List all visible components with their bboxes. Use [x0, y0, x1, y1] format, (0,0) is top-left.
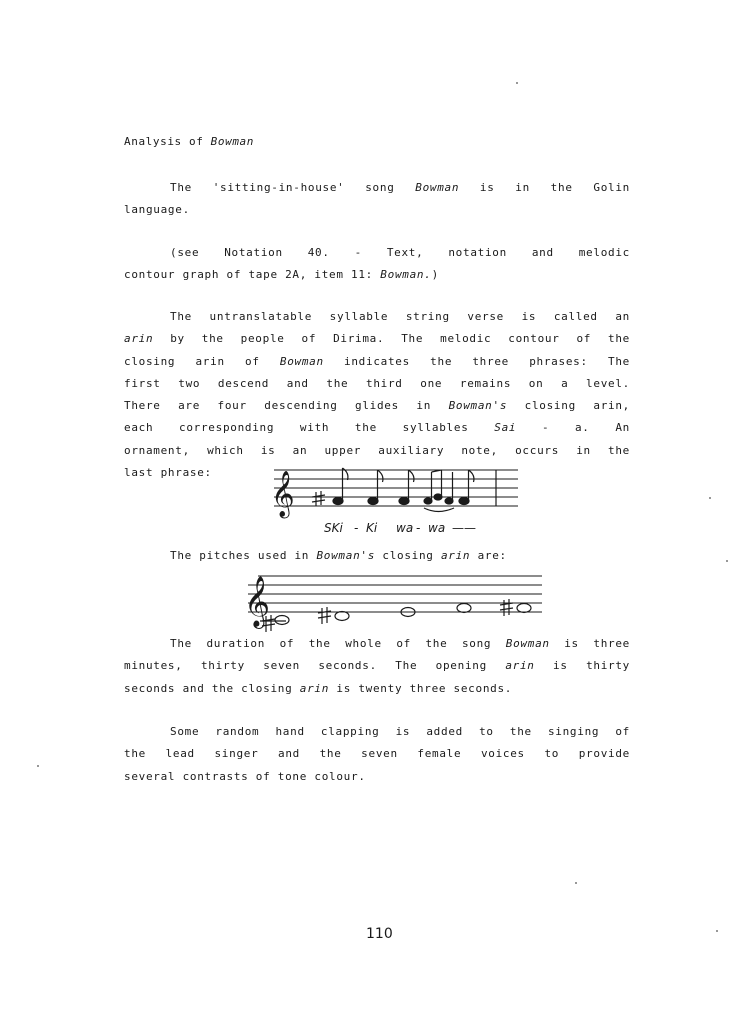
- p1-line-1: The 'sitting-in-house' song Bowman is in the Golin: [170, 181, 630, 194]
- paragraph-1: [124, 177, 630, 222]
- scan-speck: [516, 82, 518, 84]
- p3-line-3: closing arin of Bowman indicates the three phrases: The: [124, 354, 630, 368]
- p6-line-1: Some random hand clapping is added to the singing of: [170, 725, 630, 738]
- p6-line-2: the lead singer and the seven female voices to provide: [124, 747, 630, 761]
- paragraph-6: [124, 721, 630, 788]
- p3-line-6: each corresponding with the syllables Sai - a. An: [124, 421, 630, 435]
- lyric-syllable: ——: [452, 521, 476, 535]
- p5-line-3: seconds and the closing arin is twenty three seconds.: [124, 681, 513, 695]
- note-group-1: [333, 468, 496, 512]
- sharp-sign-1: [312, 491, 325, 506]
- music-example-pitches: [242, 562, 548, 640]
- treble-clef-icon: 𝄞: [244, 576, 271, 627]
- p5-line-2: minutes, thirty seven seconds. The opening arin is thirty: [124, 659, 630, 673]
- p4-line-1: The pitches used in Bowman's closing arin are:: [170, 549, 507, 562]
- scan-speck: [709, 497, 711, 499]
- lyric-syllable: Ki: [366, 521, 378, 535]
- paragraph-3: [124, 306, 630, 484]
- p3-line-4: first two descend and the third one remains on a level.: [124, 376, 630, 390]
- p2-line-2: contour graph of tape 2A, item 11: Bowman.): [124, 268, 439, 282]
- heading-prefix: Analysis of: [124, 135, 211, 148]
- treble-clef-icon: 𝄞: [271, 471, 295, 517]
- heading-title: Bowman: [210, 135, 255, 148]
- p6-line-3: several contrasts of tone colour.: [124, 769, 366, 783]
- scan-speck: [37, 765, 39, 767]
- scan-speck: [716, 930, 718, 932]
- p2-line-1: (see Notation 40. - Text, notation and melodic: [170, 246, 630, 259]
- p5-line-1: The duration of the whole of the song Bowman is three: [170, 637, 630, 650]
- staff-lines-1: [274, 470, 518, 506]
- p3-line-2: arin by the people of Dirima. The melodic contour of the: [124, 332, 630, 346]
- section-heading: [124, 135, 254, 148]
- p3-line-1: The untranslatable syllable string verse is called an: [170, 310, 630, 323]
- scan-speck: [575, 882, 577, 884]
- lyric-syllable: wa: [428, 521, 446, 535]
- p3-line-5: There are four descending glides in Bowman's closing arin,: [124, 399, 630, 413]
- p3-line-8: last phrase:: [124, 466, 212, 480]
- staff-lines-2: [248, 576, 542, 612]
- lyric-syllable: SKi: [324, 521, 343, 535]
- p1-line-2: language.: [124, 203, 190, 217]
- lyric-syllable: -: [416, 521, 421, 535]
- lyric-syllable: wa: [396, 521, 414, 535]
- paragraph-5: [124, 633, 630, 700]
- lyric-syllable: -: [354, 521, 359, 535]
- paragraph-2: [124, 242, 630, 287]
- pitch-notes: [260, 599, 531, 632]
- page-number: 110: [366, 926, 393, 942]
- scan-speck: [726, 560, 728, 562]
- p3-line-7: ornament, which is an upper auxiliary note, occurs in the: [124, 443, 630, 457]
- music-example-ornament: [268, 462, 530, 544]
